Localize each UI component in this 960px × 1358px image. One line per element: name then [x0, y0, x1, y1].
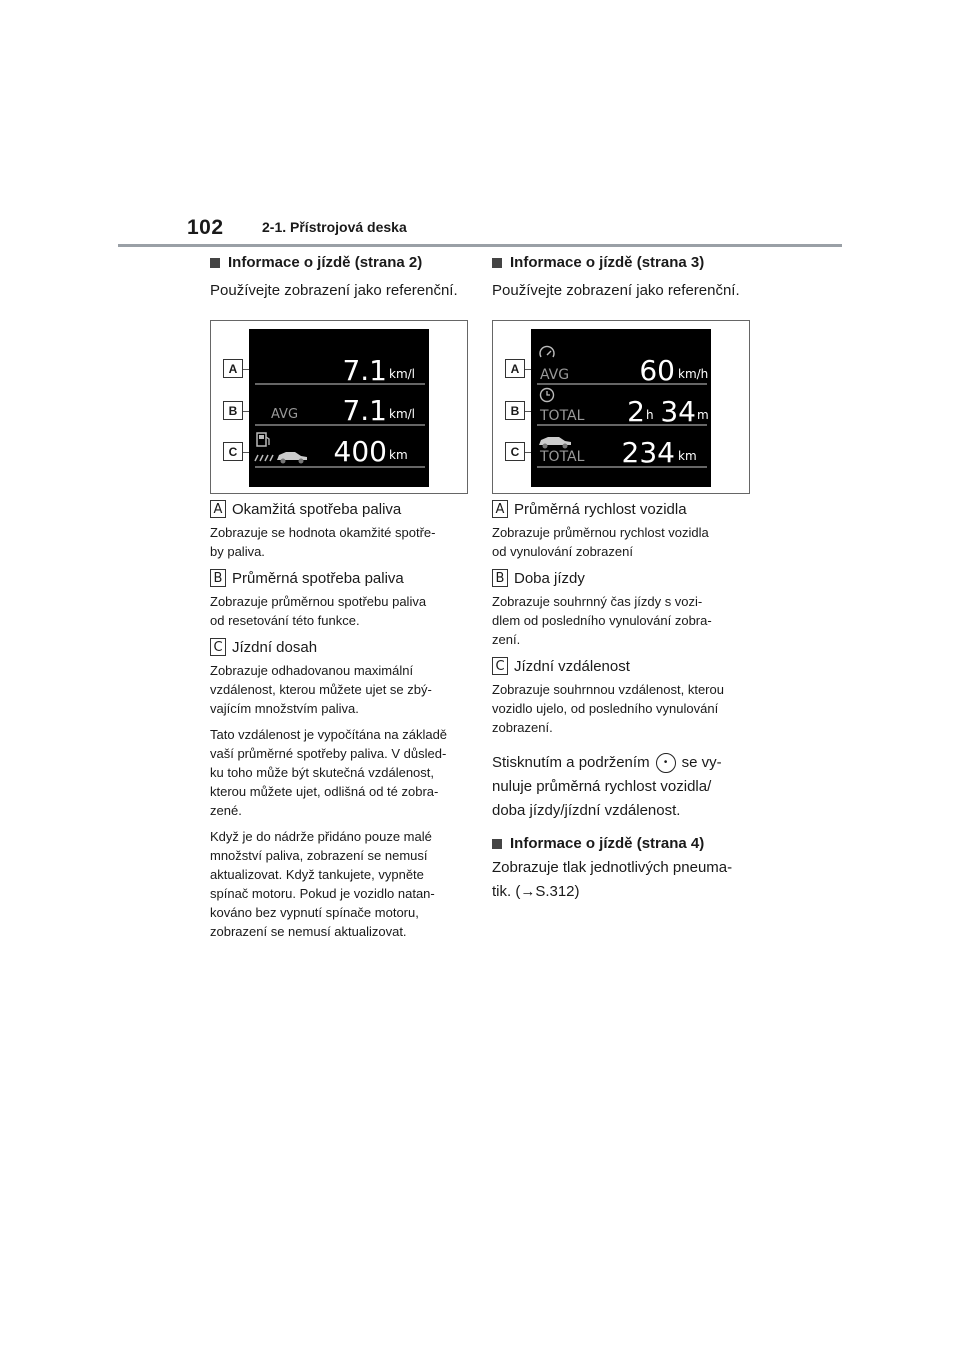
figure-label-c: C [223, 442, 243, 461]
car-range-icon [255, 452, 307, 464]
item-heading [492, 500, 750, 518]
desc-line: vozidlo ujelo, od posledního vynulování [492, 701, 719, 716]
left-heading-text: Informace o jízdě (strana 2) [228, 254, 423, 271]
desc-line: Zobrazuje souhrnný čas jízdy s vozi- [492, 594, 703, 609]
note-line: Když je do nádrže přidáno pouze malé [210, 829, 432, 844]
item-letter: A [492, 500, 508, 518]
display-label: AVG [271, 407, 299, 422]
reset-instruction [492, 751, 750, 823]
reset-text-part: se vy- [681, 754, 722, 771]
item-title: Jízdní vzdálenost [514, 657, 630, 675]
display-value: 2 [627, 395, 645, 428]
display-value: 234 [621, 436, 675, 469]
item-desc [492, 680, 750, 737]
note-paragraph [210, 725, 468, 820]
item-title: Jízdní dosah [232, 638, 318, 656]
display-value: 34 [660, 395, 696, 428]
page4-line[interactable]: tik. (→S.312) [492, 883, 580, 900]
desc-line: dlem od posledního vynulování zobra- [492, 613, 712, 628]
desc-line: od vynulování zobrazení [492, 544, 633, 559]
reset-line: nuluje průměrná rychlost vozidla/ [492, 778, 712, 795]
left-heading [210, 254, 468, 271]
display-unit: km [678, 449, 697, 463]
note-line: množství paliva, zobrazení se nemusí [210, 848, 428, 863]
desc-line: Zobrazuje souhrnnou vzdálenost, kterou [492, 682, 724, 697]
item-heading [492, 569, 750, 587]
fuel-pump-icon [257, 433, 269, 446]
right-heading-text: Informace o jízdě (strana 3) [510, 254, 705, 271]
desc-line: Zobrazuje průměrnou spotřebu paliva [210, 594, 427, 609]
figure-label-a: A [505, 359, 525, 378]
reset-text-part: Stisknutím a podržením [492, 754, 650, 771]
right-items [492, 500, 750, 904]
page4-text [492, 856, 750, 904]
left-lead: Používejte zobrazení jako referenční. [210, 282, 458, 299]
left-display-screen [249, 329, 429, 487]
left-items [210, 500, 468, 941]
left-figure [210, 320, 468, 494]
right-heading-2 [492, 835, 750, 852]
item-title: Doba jízdy [514, 569, 585, 587]
reset-line [492, 751, 750, 775]
note-line: kterou můžete ujet, odlišná od té zobra- [210, 784, 439, 799]
item-desc [210, 592, 468, 630]
desc-line: vajícím množstvím paliva. [210, 701, 359, 716]
desc-line: Zobrazuje se hodnota okamžité spotře- [210, 525, 436, 540]
square-bullet-icon [492, 258, 502, 268]
note-line: zobrazení se nemusí aktualizovat. [210, 924, 407, 939]
desc-line: od resetování této funkce. [210, 613, 360, 628]
display-unit: km/l [389, 407, 416, 421]
item-letter: C [492, 657, 508, 675]
note-line: vaší průměrné spotřeby paliva. V důsled- [210, 746, 447, 761]
note-line: ku toho může být skutečná vzdálenost, [210, 765, 435, 780]
figure-label-a: A [223, 359, 243, 378]
note-paragraph [210, 827, 468, 941]
item-heading [210, 569, 468, 587]
item-heading [210, 638, 468, 656]
clock-icon [541, 389, 554, 402]
note-line: aktualizovat. Když tankujete, vypněte [210, 867, 424, 882]
note-line: kováno bez vypnutí spínače motoru, [210, 905, 419, 920]
select-button-icon: • [656, 753, 676, 773]
figure-label-b: B [223, 401, 243, 420]
item-letter: B [210, 569, 226, 587]
item-desc [492, 523, 750, 561]
item-letter: A [210, 500, 226, 518]
display-value: 7.1 [342, 354, 387, 387]
display-value: 400 [333, 435, 387, 468]
right-display-graphic [531, 329, 711, 487]
display-label: AVG [540, 367, 570, 383]
desc-line: Zobrazuje odhadovanou maximální [210, 663, 414, 678]
left-column [210, 254, 468, 941]
square-bullet-icon [210, 258, 220, 268]
display-value: 60 [639, 354, 675, 387]
right-display-screen [531, 329, 711, 487]
display-unit: m [697, 408, 709, 422]
display-unit: km [389, 448, 408, 462]
right-column [492, 254, 750, 904]
item-title: Průměrná rychlost vozidla [514, 500, 687, 518]
item-desc [210, 523, 468, 561]
right-figure [492, 320, 750, 494]
reset-line: doba jízdy/jízdní vzdálenost. [492, 802, 681, 819]
square-bullet-icon [492, 839, 502, 849]
item-letter: C [210, 638, 226, 656]
section-title: 2-1. Přístrojová deska [262, 219, 407, 235]
header-rule [118, 244, 842, 247]
item-desc [492, 592, 750, 649]
desc-line: zobrazení. [492, 720, 553, 735]
desc-line: vzdálenost, kterou můžete ujet se zbý- [210, 682, 432, 697]
right-heading [492, 254, 750, 271]
note-line: spínač motoru. Pokud je vozidlo natan- [210, 886, 435, 901]
right-lead: Používejte zobrazení jako referenční. [492, 282, 740, 299]
item-title: Okamžitá spotřeba paliva [232, 500, 402, 518]
item-letter: B [492, 569, 508, 587]
desc-line: Zobrazuje průměrnou rychlost vozidla [492, 525, 709, 540]
speedometer-icon [540, 346, 554, 357]
item-title: Průměrná spotřeba paliva [232, 569, 404, 587]
display-label: TOTAL [540, 408, 585, 424]
page4-line: Zobrazuje tlak jednotlivých pneuma- [492, 859, 733, 876]
desc-line: zení. [492, 632, 521, 647]
display-value: 7.1 [342, 394, 387, 427]
display-label: TOTAL [540, 449, 585, 465]
item-desc [210, 661, 468, 718]
display-unit: km/h [678, 367, 709, 381]
figure-label-b: B [505, 401, 525, 420]
note-line: zené. [210, 803, 242, 818]
item-heading [210, 500, 468, 518]
right-heading-2-text: Informace o jízdě (strana 4) [510, 835, 705, 852]
note-line: Tato vzdálenost je vypočítána na základě [210, 727, 448, 742]
desc-line: by paliva. [210, 544, 265, 559]
display-unit: h [646, 408, 654, 422]
page-number: 102 [187, 216, 224, 239]
item-heading [492, 657, 750, 675]
car-icon [539, 437, 571, 449]
figure-label-c: C [505, 442, 525, 461]
display-unit: km/l [389, 367, 416, 381]
left-display-graphic [249, 329, 429, 487]
